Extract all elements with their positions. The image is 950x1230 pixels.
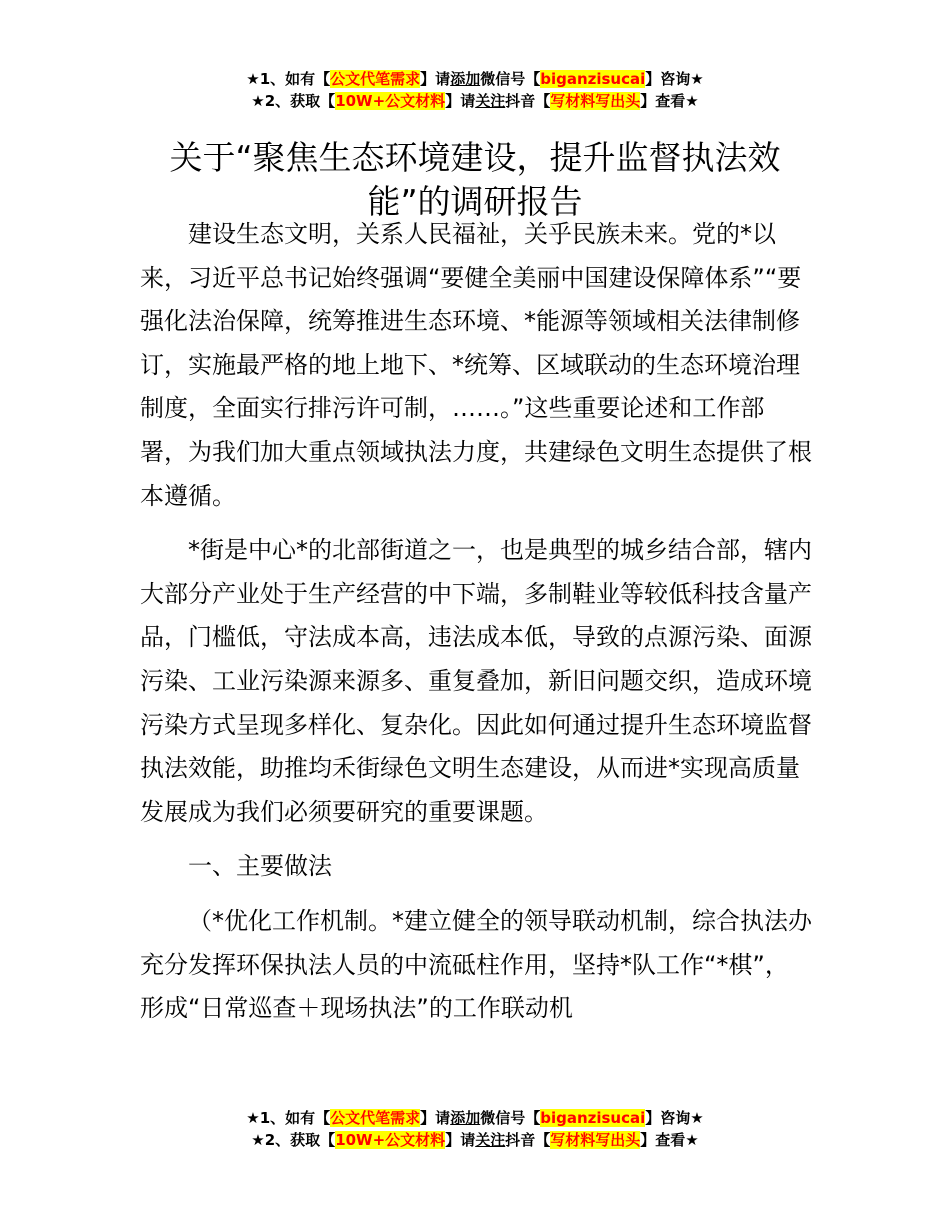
promo-underline: 关注 bbox=[475, 1131, 506, 1149]
promo-text: 微信号【 bbox=[480, 70, 541, 88]
promo-text: 抖音【 bbox=[505, 1131, 551, 1149]
promo-underline: 添加 bbox=[450, 70, 481, 88]
promo-highlight: 10W+公文材料 bbox=[335, 1131, 446, 1149]
promo-line-2 bbox=[0, 1129, 950, 1151]
promo-highlight: biganzisucai bbox=[540, 70, 646, 88]
promo-header bbox=[0, 68, 950, 112]
promo-text: 微信号【 bbox=[480, 1109, 541, 1127]
paragraph-3: （*优化工作机制。*建立健全的领导联动机制，综合执法办充分发挥环保执法人员的中流砥柱作用，坚持*队工作“*棋”，形成“日常巡查＋现场执法”的工作联动机 bbox=[140, 906, 812, 1023]
promo-highlight: 公文代笔需求 bbox=[330, 70, 421, 88]
promo-text: 】请 bbox=[445, 1131, 476, 1149]
promo-highlight: 10W+公文材料 bbox=[335, 92, 446, 110]
promo-line-2 bbox=[0, 90, 950, 112]
promo-text: ★2、获取【 bbox=[251, 92, 336, 110]
promo-highlight: 写材料写出头 bbox=[550, 1131, 641, 1149]
promo-text: ★1、如有【 bbox=[246, 70, 331, 88]
promo-line-1 bbox=[0, 1107, 950, 1129]
promo-text: ★1、如有【 bbox=[246, 1109, 331, 1127]
section-heading-1: 一、主要做法 bbox=[188, 852, 332, 881]
paragraph-1: 建设生态文明，关系人民福祉，关乎民族未来。党的*以来，习近平总书记始终强调“要健全美丽中国建设保障体系”“要强化法治保障，统筹推进生态环境、*能源等领域相关法律制修订，实施最严格的地上地下、*统筹、区域联动的生态环境治理制度，全面实行排污许可制，……。”这些重要论述和工作部署，为我们加大重点领域执法力度，共建绿色文明生态提供了根本遵循。 bbox=[140, 220, 812, 510]
promo-text: 】请 bbox=[420, 1109, 451, 1127]
promo-text: 】咨询★ bbox=[645, 1109, 704, 1127]
document-body bbox=[140, 213, 812, 1031]
promo-underline: 添加 bbox=[450, 1109, 481, 1127]
promo-text: 】请 bbox=[445, 92, 476, 110]
promo-text: 抖音【 bbox=[505, 92, 551, 110]
document-title: 关于“聚焦生态环境建设，提升监督执法效能”的调研报告 bbox=[169, 138, 781, 222]
promo-footer bbox=[0, 1107, 950, 1151]
promo-highlight: 写材料写出头 bbox=[550, 92, 641, 110]
paragraph-2: *街是中心*的北部街道之一，也是典型的城乡结合部，辖内大部分产业处于生产经营的中下端，多制鞋业等较低科技含量产品，门槛低，守法成本高，违法成本低，导致的点源污染、面源污染、工业污染源来源多、重复叠加，新旧问题交织，造成环境污染方式呈现多样化、复杂化。因此如何通过提升生态环境监督执法效能，助推均禾街绿色文明生态建设，从而进*实现高质量发展成为我们必须要研究的重要课题。 bbox=[140, 536, 812, 826]
promo-highlight: biganzisucai bbox=[540, 1109, 646, 1127]
promo-text: ★2、获取【 bbox=[251, 1131, 336, 1149]
promo-text: 】查看★ bbox=[640, 1131, 699, 1149]
promo-text: 】查看★ bbox=[640, 92, 699, 110]
promo-underline: 关注 bbox=[475, 92, 506, 110]
promo-line-1 bbox=[0, 68, 950, 90]
promo-text: 】咨询★ bbox=[645, 70, 704, 88]
promo-highlight: 公文代笔需求 bbox=[330, 1109, 421, 1127]
promo-text: 】请 bbox=[420, 70, 451, 88]
